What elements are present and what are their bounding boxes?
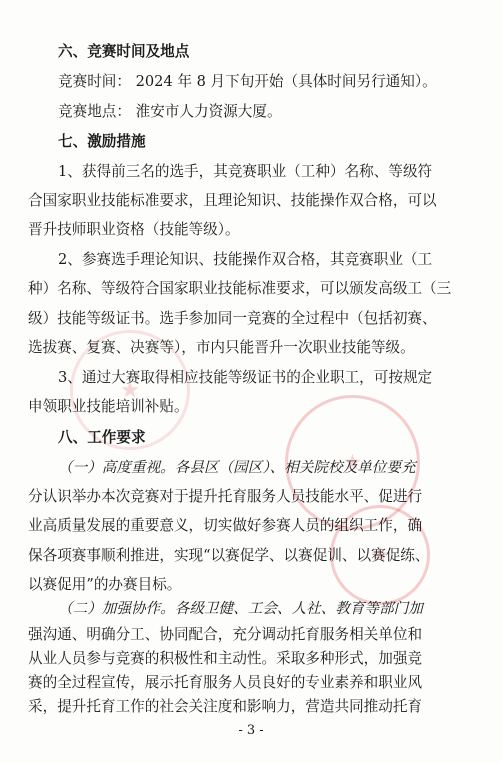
- paragraph-line: 3、通过大赛取得相应技能等级证书的企业职工，可按规定: [58, 369, 433, 386]
- paragraph-line: 赛的全过程宣传，展示托育服务人员良好的专业素养和职业风: [28, 674, 423, 691]
- paragraph-line: 级）技能等级证书。选手参加同一竞赛的全过程中（包括初赛、: [28, 310, 437, 327]
- paragraph-line: 从业人员参与竞赛的积极性和主动性。采取多种形式，加强竞: [28, 650, 423, 667]
- paragraph-line: 采，提升托育工作的社会关注度和影响力，营造共同推动托育: [28, 698, 423, 715]
- paragraph-line: 强沟通、明确分工、协同配合，充分调动托育服务相关单位和: [28, 626, 423, 643]
- paragraph-line: 1、获得前三名的选手，其竞赛职业（工种）名称、等级符: [58, 163, 433, 180]
- subheading-line: （二）加强协作。各级卫健、工会、人社、教育等部门加: [58, 600, 423, 617]
- section-heading-8: 八、工作要求: [58, 429, 146, 446]
- paragraph-line: 种）名称、等级符合国家职业技能标准要求，可以颁发高级工（三: [28, 280, 452, 297]
- competition-time-line: 竞赛时间： 2024 年 8 月下旬开始（具体时间另行通知）。: [58, 73, 437, 90]
- competition-venue-line: 竞赛地点： 淮安市人力资源大厦。: [58, 103, 282, 120]
- paragraph-line: 以赛促用”的办赛目标。: [28, 576, 182, 593]
- subheading-line: （一）高度重视。各县区（园区）、相关院校及单位要充: [58, 459, 416, 476]
- paragraph-line: 申领职业技能培训补贴。: [28, 398, 189, 415]
- paragraph-line: 业高质量发展的重要意义，切实做好参赛人员的组织工作，确: [28, 517, 423, 534]
- paragraph-line: 保各项赛事顺利推进，实现“以赛促学、以赛促训、以赛促练、: [28, 547, 430, 564]
- paragraph-line: 晋升技师职业资格（技能等级）。: [28, 221, 240, 238]
- section-heading-7: 七、激励措施: [58, 133, 146, 150]
- paragraph-line: 2、参赛选手理论知识、技能操作双合格，其竞赛职业（工: [58, 251, 433, 268]
- section-heading-6: 六、竞赛时间及地点: [58, 43, 190, 60]
- page-number: - 3 -: [238, 723, 264, 738]
- paragraph-line: 选拔赛、复赛、决赛等），市内只能晋升一次职业技能等级。: [28, 339, 415, 356]
- paragraph-line: 合国家职业技能标准要求，且理论知识、技能操作双合格，可以: [28, 192, 437, 209]
- paragraph-line: 分认识举办本次竞赛对于提升托育服务人员技能水平、促进行: [28, 488, 423, 505]
